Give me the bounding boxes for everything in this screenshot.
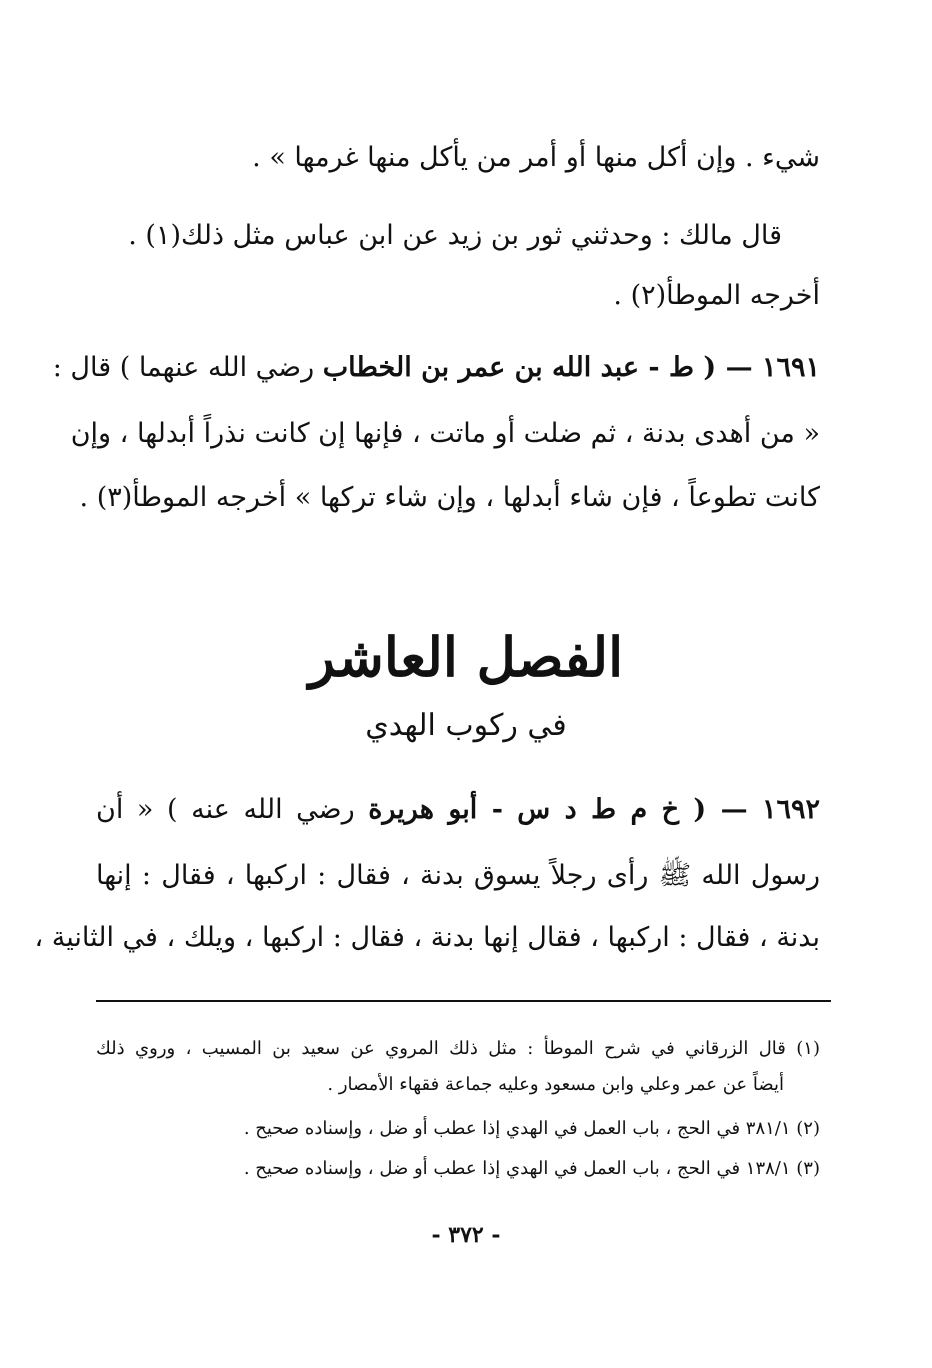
footnote-divider xyxy=(96,1000,831,1002)
hadith-number-sources: ١٦٩٢ — ( خ م ط د س - أبو هريرة xyxy=(368,794,820,825)
hadith-1692-text xyxy=(34,918,820,958)
hadith-1691-text xyxy=(79,478,820,518)
text-line xyxy=(96,276,820,316)
footnote-text: أيضاً عن عمر وعلي وابن مسعود وعليه جماعة فقهاء الأمصار . xyxy=(327,1074,784,1095)
page-number: - ٣٧٢ - xyxy=(431,1222,501,1248)
text-line xyxy=(96,138,820,178)
source-reference: أخرجه الموطأ(٢) . xyxy=(613,280,820,311)
malik-report-text: قال مالك : وحدثني ثور بن زيد عن ابن عباس مثل ذلك(١) . xyxy=(128,220,782,251)
hadith-1691-header xyxy=(52,348,820,388)
footnote-2 xyxy=(96,1114,820,1144)
hadith-header-rest: رضي الله عنهما ) قال : xyxy=(52,352,315,383)
chapter-subtitle: في ركوب الهدي xyxy=(365,708,567,743)
hadith-number-sources: ١٦٩١ — ( ط - عبد الله بن عمر بن الخطاب xyxy=(322,352,820,383)
hadith-text-line: رسول الله ﷺ رأى رجلاً يسوق بدنة ، فقال : اركبها ، فقال : إنها xyxy=(96,860,820,891)
text-line xyxy=(96,216,782,256)
continuation-text: شيء . وإن أكل منها أو أمر من يأكل منها غرمها » . xyxy=(252,142,820,173)
footnote-text: (١) قال الزرقاني في شرح الموطأ : مثل ذلك المروي عن سعيد بن المسيب ، وروي ذلك xyxy=(96,1038,820,1059)
hadith-1692-text xyxy=(96,856,820,896)
footnote-text: (٢) ٣٨١/١ في الحج ، باب العمل في الهدي إذا عطب أو ضل ، وإسناده صحيح . xyxy=(243,1118,820,1139)
hadith-text-line: كانت تطوعاً ، فإن شاء أبدلها ، وإن شاء تركها » أخرجه الموطأ(٣) . xyxy=(79,482,820,513)
footnote-text: (٣) ١٣٨/١ في الحج ، باب العمل في الهدي إذا عطب أو ضل ، وإسناده صحيح . xyxy=(243,1158,820,1179)
hadith-text-line: بدنة ، فقال : اركبها ، فقال إنها بدنة ، فقال : اركبها ، ويلك ، في الثانية ، xyxy=(34,922,820,953)
chapter-title: الفصل العاشر xyxy=(308,625,624,689)
footnote-1 xyxy=(96,1034,820,1064)
hadith-1691-text xyxy=(70,414,820,454)
footnote-1-continued xyxy=(96,1070,784,1100)
hadith-1692-header xyxy=(96,790,820,830)
hadith-header-rest: رضي الله عنه ) « أن xyxy=(96,794,355,825)
footnote-3 xyxy=(96,1154,820,1184)
hadith-text-line: « من أهدى بدنة ، ثم ضلت أو ماتت ، فإنها إن كانت نذراً أبدلها ، وإن xyxy=(70,418,820,449)
